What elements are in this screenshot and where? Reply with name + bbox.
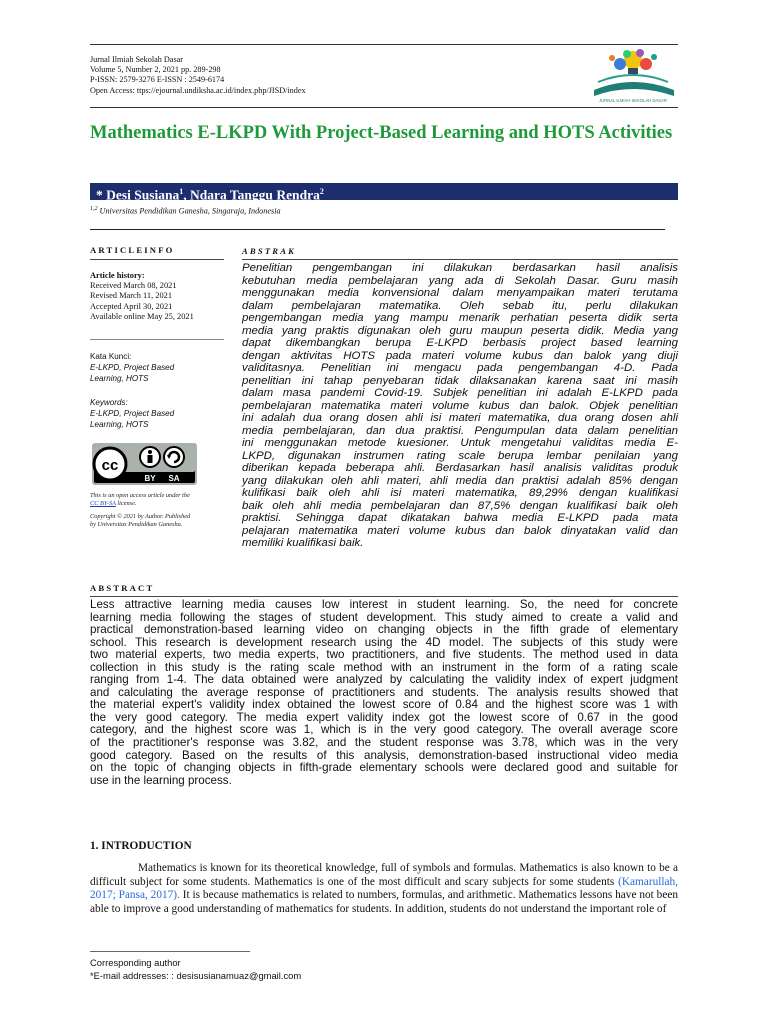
- kata-kunci-line-2: Learning, HOTS: [90, 374, 149, 383]
- keywords-line-2: Learning, HOTS: [90, 420, 149, 429]
- journal-volume: Volume 5, Number 2, 2021 pp. 289-298: [90, 65, 221, 75]
- corresponding-author: [90, 957, 301, 982]
- author-marker: *: [96, 187, 107, 203]
- corresponding-email[interactable]: *E-mail addresses: : desisusianamuaz@gmail.com: [90, 969, 302, 981]
- cc-by-sa-link[interactable]: CC BY-SA: [90, 500, 116, 507]
- abstract-line: on the topic of changing objects in fifth-grade elementary schools were declared good and suitable for: [90, 761, 678, 775]
- abstrak-line: dengan aktivitas HOTS pada materi volume kubus dan balok yang diuji: [242, 349, 678, 362]
- author-line: [96, 183, 324, 204]
- license-note-suffix: license.: [115, 500, 137, 507]
- revised-date: Revised March 11, 2021: [90, 291, 173, 301]
- license-note-line-1: This is an open access article under the: [90, 492, 190, 499]
- abstrak-line: dapat dikembangkan berupa E-LKPD berbasis project based learning: [242, 337, 678, 349]
- abstrak-line: pengembangan media yang mampu menarik perhatian peserta didik serta: [242, 312, 678, 324]
- header-bottom-rule: [90, 107, 678, 108]
- author-2-sup: 2: [319, 187, 324, 196]
- abstract-line: good category. Based on the results of this analysis, demonstration-based instructional video media: [90, 748, 678, 762]
- intro-citation[interactable]: (Kamarullah, 2017; Pansa, 2017).: [90, 875, 678, 902]
- license-note: [90, 492, 225, 508]
- keywords-line-1: E-LKPD, Project Based: [90, 409, 175, 418]
- kata-kunci-label: Kata Kunci:: [90, 352, 132, 361]
- history-rule: [90, 339, 224, 340]
- journal-meta: [90, 55, 306, 96]
- abstract-line: Less attractive learning media causes low interest in student learning. So, the need for concrete: [90, 598, 678, 611]
- abstrak-line: pembelajaran matematika materi volume kubus dan balok. Objek penelitian: [242, 399, 678, 412]
- abstrak-line: yang dilakukan oleh ahli materi, ahli media dan praktisi adalah 85% dengan: [242, 474, 678, 487]
- header-rule: [90, 44, 678, 45]
- abstract-line: and calculating the average response of practitioners and students. The analysis results showed that: [90, 685, 678, 699]
- keywords-label: Keywords:: [90, 398, 128, 407]
- affiliation-rule: [90, 229, 665, 230]
- abstrak-line: dalam pembelajaran matematika. Oleh sebab itu, perlu dilakukan: [242, 299, 678, 312]
- abstract-line: learning media following the stages of student development. This study aimed to create a valid and: [90, 610, 678, 624]
- abstract-heading: ABSTRACT: [90, 583, 155, 593]
- affiliation: [90, 206, 281, 216]
- kata-kunci: [90, 351, 222, 384]
- author-bar: [90, 183, 678, 203]
- by-label: BY: [144, 474, 156, 483]
- abstrak-line: penelitian ini tahap penyebaran tidak dilaksanakan karena saat ini masih: [242, 374, 678, 387]
- sa-label: SA: [168, 474, 180, 483]
- corresponding-label: Corresponding author: [90, 957, 181, 968]
- journal-name: Jurnal Ilmiah Sekolah Dasar: [90, 55, 183, 64]
- abstrak-rule: [242, 259, 678, 260]
- abstrak-line: media pembelajaran, dan dua praktisi. Pengumpulan data dalam penelitian: [242, 424, 678, 437]
- abstract-body: [90, 599, 678, 787]
- history-label: Article history:: [90, 271, 145, 280]
- abstrak-line: praktisi. Sehingga dapat dikatakan bahwa media E-LKPD pada mata: [242, 512, 678, 524]
- author-1: Desi Susiana: [106, 187, 180, 203]
- abstrak-line: pelajaran matematika materi volume kubus dan balok dinyatakan valid dan: [242, 524, 678, 537]
- abstrak-body: [242, 262, 678, 550]
- svg-text:JURNAL ILMIAH SEKOLAH DASAR: JURNAL ILMIAH SEKOLAH DASAR: [599, 98, 667, 103]
- abstrak-line: menggunakan media konvensional dalam menyampaikan materi terutama: [242, 287, 678, 299]
- abstrak-line: ini menggunakan metode kuesioner. Untuk mengetahui validitas media E-: [242, 437, 678, 449]
- article-info-heading: ARTICLEINFO: [90, 245, 175, 255]
- online-date: Available online May 25, 2021: [90, 311, 194, 321]
- abstract-line: use in the learning process.: [90, 773, 232, 787]
- abstrak-line: ini adalah dua orang dosen ahli isi materi matematika, dua orang dosen ahli: [242, 412, 678, 424]
- abstract-line: the material expert's validity index obtained the lowest score of 0.84 and the highest score was 1 with: [90, 698, 678, 712]
- journal-url[interactable]: Open Access: ttps://ejournal.undiksha.ac.id/index.php/JISD/index: [90, 85, 306, 95]
- abstract-line: of the practitioner's response was 3.82, and the student response was 3.78, which was in the very: [90, 736, 678, 750]
- affiliation-sup: 1,2: [90, 206, 98, 212]
- copyright-line-1: Copyright © 2021 by Author. Published: [90, 513, 191, 520]
- kata-kunci-line-1: E-LKPD, Project Based: [90, 363, 175, 372]
- abstrak-heading: ABSTRAK: [242, 246, 297, 256]
- abstrak-line: media yang praktis digunakan oleh guru maupun peserta didik. Media yang: [242, 324, 678, 337]
- paper-title: Mathematics E-LKPD With Project-Based Learning and HOTS Activities: [90, 123, 673, 143]
- abstract-line: practical demonstration-based learning video on changing objects in the fifth grade of elementary: [90, 623, 678, 637]
- keywords: [90, 397, 222, 430]
- abstrak-line: memiliki kualifikasi baik.: [242, 537, 364, 549]
- affiliation-text: Universitas Pendidikan Ganesha, Singaraja, Indonesia: [97, 206, 281, 216]
- author-2: , Ndara Tanggu Rendra: [183, 187, 320, 203]
- abstract-line: school. This research is development research using the 4D model. The subjects of this study were: [90, 635, 678, 649]
- received-date: Received March 08, 2021: [90, 281, 177, 291]
- abstract-rule: [90, 596, 678, 597]
- copyright-line-2: by Universitas Pendidikan Ganesha.: [90, 521, 183, 528]
- journal-issn: P-ISSN: 2579-3276 E-ISSN : 2549-6174: [90, 75, 225, 85]
- abstract-line: collection in this study is the rating scale method with an instrument in the form of a rating scale: [90, 660, 678, 674]
- intro-text-2: It is because mathematics is related to numbers, formulas, and arithmetic. Mathematics lessons have not been able to improve a good understanding of mathematics for students. In addition, students do not understand the important role of: [90, 889, 678, 916]
- abstrak-line: kebutuhan media pembelajaran yang ada di Sekolah Dasar. Guru masih: [242, 274, 678, 287]
- introduction-heading: 1. INTRODUCTION: [90, 840, 192, 852]
- article-history: [90, 271, 222, 322]
- abstrak-line: kulifikasi baik oleh ahli isi materi matematika, 89,29% dengan kualifikasi: [242, 487, 678, 499]
- abstrak-line: diberikan kepada beberapa ahli. Berdasarkan hasil analisis validitas produk: [242, 462, 678, 474]
- abstrak-line: validitasnya. Penelitian ini mengacu pada pengembangan 4-D. Pada: [242, 362, 678, 374]
- accepted-date: Accepted April 30, 2021: [90, 301, 173, 311]
- abstract-line: the very good category. The media expert validity index got the lowest score of 0.67 in the good: [90, 710, 678, 724]
- abstract-line: two material experts, two media experts, two practitioners, and five students. The method used in data: [90, 648, 678, 662]
- abstrak-line: baik oleh ahli media pembelajaran dan 87,5% dengan kualifikasi baik oleh: [242, 499, 678, 512]
- article-info-rule: [90, 259, 224, 260]
- introduction-paragraph: [90, 862, 678, 917]
- intro-text-1: Mathematics is known for its theoretical knowledge, full of symbols and formulas. Mathematics is also known to be a difficult subject for some students. Mathematics is one of the most difficult and scary subjects for some students: [90, 862, 678, 888]
- copyright-note: [90, 513, 225, 529]
- cc-by-sa-badge[interactable]: [92, 443, 197, 485]
- cc-icon: cc: [101, 457, 119, 474]
- abstrak-line: Penelitian pengembangan ini dilakukan berdasarkan hasil analisis: [242, 262, 678, 274]
- journal-logo: [588, 46, 678, 104]
- author-1-sup: 1: [179, 187, 184, 196]
- abstract-line: ranging from 1-4. The data obtained were analyzed by calculating the validity index of expert judgment: [90, 673, 678, 687]
- abstrak-line: LKPD, digunakan instrumen rating scale berupa lembar penilaian yang: [242, 449, 678, 462]
- footnote-rule: [90, 951, 250, 952]
- abstract-line: category, and the highest score was 1, which is in the very good category. The overall average score: [90, 723, 678, 737]
- abstrak-line: dalam masa pandemi Covid-19. Subjek penelitian ini adalah E-LKPD pada: [242, 387, 678, 399]
